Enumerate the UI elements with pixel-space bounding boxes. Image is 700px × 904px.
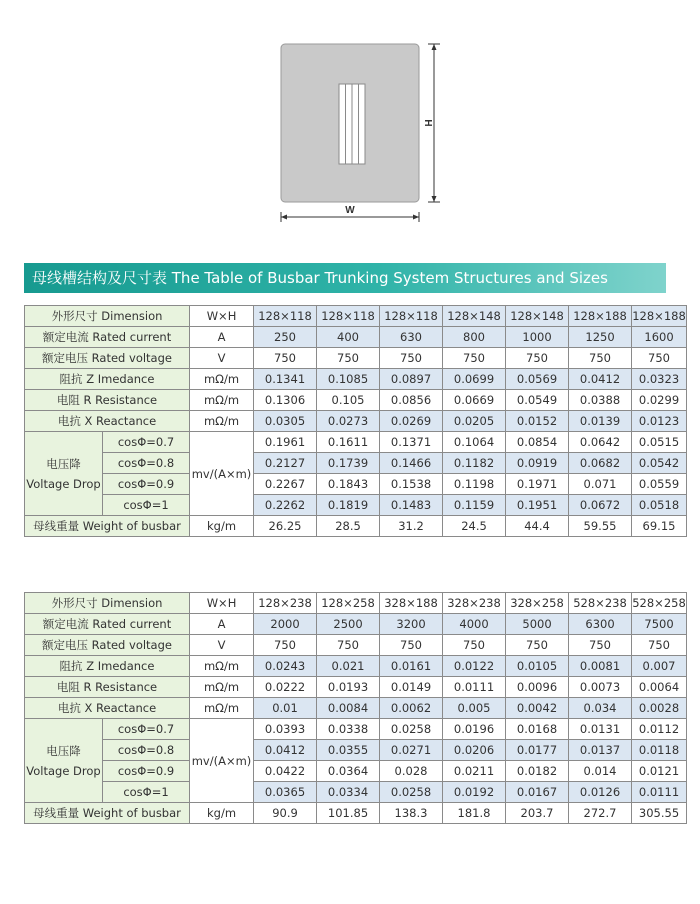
- unit-voltage: V: [190, 348, 254, 369]
- unit-resistance: mΩ/m: [190, 677, 254, 698]
- cell-current: 400: [317, 327, 380, 348]
- cell-cos-1: 0.0192: [443, 782, 506, 803]
- cell-cos-09: 0.1538: [380, 474, 443, 495]
- row-impedance: [25, 656, 687, 677]
- unit-voltage-drop: mv/(A×m): [190, 432, 254, 516]
- cell-resistance: 0.0222: [254, 677, 317, 698]
- cell-current: 3200: [380, 614, 443, 635]
- cell-dimension: 128×118: [317, 306, 380, 327]
- cell-current: 4000: [443, 614, 506, 635]
- cell-current: 5000: [506, 614, 569, 635]
- row-weight: [25, 803, 687, 824]
- cell-dimension: 128×148: [443, 306, 506, 327]
- cell-cos-1: 0.1159: [443, 495, 506, 516]
- unit-reactance: mΩ/m: [190, 698, 254, 719]
- cell-voltage: 750: [254, 635, 317, 656]
- cell-cos-07: 0.0168: [506, 719, 569, 740]
- cell-reactance: 0.0273: [317, 411, 380, 432]
- row-cos-08: [25, 740, 687, 761]
- cell-voltage: 750: [569, 635, 632, 656]
- spec-table-2: [24, 592, 687, 824]
- label-current: 额定电流 Rated current: [25, 327, 190, 348]
- cell-cos-1: 0.0111: [632, 782, 687, 803]
- cell-impedance: 0.0323: [632, 369, 687, 390]
- cell-weight: 24.5: [443, 516, 506, 537]
- cell-reactance: 0.005: [443, 698, 506, 719]
- cell-dimension: 328×238: [443, 593, 506, 614]
- cell-cos-08: 0.0271: [380, 740, 443, 761]
- cell-reactance: 0.0152: [506, 411, 569, 432]
- cell-cos-08: 0.0355: [317, 740, 380, 761]
- cell-cos-1: 0.0126: [569, 782, 632, 803]
- cell-impedance: 0.0161: [380, 656, 443, 677]
- cell-cos-08: 0.0206: [443, 740, 506, 761]
- label-resistance: 电阻 R Resistance: [25, 390, 190, 411]
- cell-cos-08: 0.1739: [317, 453, 380, 474]
- busbar-conductors: [339, 84, 365, 164]
- row-current: [25, 614, 687, 635]
- unit-current: A: [190, 327, 254, 348]
- cell-weight: 138.3: [380, 803, 443, 824]
- cell-cos-07: 0.0131: [569, 719, 632, 740]
- cell-cos-08: 0.0919: [506, 453, 569, 474]
- cell-impedance: 0.1341: [254, 369, 317, 390]
- cell-weight: 44.4: [506, 516, 569, 537]
- cell-reactance: 0.0042: [506, 698, 569, 719]
- cell-weight: 31.2: [380, 516, 443, 537]
- voltage-drop-cn: 电压降: [46, 456, 81, 471]
- label-cos-07: cosΦ=0.7: [103, 719, 190, 740]
- cell-reactance: 0.0062: [380, 698, 443, 719]
- cell-cos-08: 0.1182: [443, 453, 506, 474]
- row-voltage: [25, 635, 687, 656]
- cell-current: 250: [254, 327, 317, 348]
- cell-weight: 203.7: [506, 803, 569, 824]
- cell-current: 630: [380, 327, 443, 348]
- cell-cos-07: 0.0112: [632, 719, 687, 740]
- cell-reactance: 0.0084: [317, 698, 380, 719]
- label-resistance: 电阻 R Resistance: [25, 677, 190, 698]
- cell-impedance: 0.0699: [443, 369, 506, 390]
- cell-cos-09: 0.1843: [317, 474, 380, 495]
- cell-resistance: 0.0549: [506, 390, 569, 411]
- row-reactance: [25, 698, 687, 719]
- cell-current: 2000: [254, 614, 317, 635]
- cell-dimension: 528×258: [632, 593, 687, 614]
- row-cos-08: [25, 453, 687, 474]
- voltage-drop-en: Voltage Drop: [26, 763, 101, 778]
- cell-cos-07: 0.1371: [380, 432, 443, 453]
- cell-cos-07: 0.0196: [443, 719, 506, 740]
- cell-reactance: 0.0139: [569, 411, 632, 432]
- cell-impedance: 0.0122: [443, 656, 506, 677]
- cell-current: 2500: [317, 614, 380, 635]
- cell-dimension: 328×258: [506, 593, 569, 614]
- cell-reactance: 0.034: [569, 698, 632, 719]
- cell-resistance: 0.105: [317, 390, 380, 411]
- cell-resistance: 0.0388: [569, 390, 632, 411]
- cell-cos-08: 0.0177: [506, 740, 569, 761]
- row-dimension: [25, 306, 687, 327]
- cell-cos-08: 0.0412: [254, 740, 317, 761]
- cell-impedance: 0.1085: [317, 369, 380, 390]
- cell-cos-1: 0.0518: [632, 495, 687, 516]
- cell-cos-1: 0.0334: [317, 782, 380, 803]
- cell-cos-09: 0.2267: [254, 474, 317, 495]
- cell-cos-07: 0.0338: [317, 719, 380, 740]
- cell-reactance: 0.0305: [254, 411, 317, 432]
- cell-reactance: 0.0205: [443, 411, 506, 432]
- cell-voltage: 750: [380, 348, 443, 369]
- label-weight: 母线重量 Weight of busbar: [25, 803, 190, 824]
- cell-current: 6300: [569, 614, 632, 635]
- unit-weight: kg/m: [190, 803, 254, 824]
- unit-voltage: V: [190, 635, 254, 656]
- cell-voltage: 750: [506, 348, 569, 369]
- cell-cos-09: 0.0422: [254, 761, 317, 782]
- label-voltage: 额定电压 Rated voltage: [25, 635, 190, 656]
- cell-cos-08: 0.1466: [380, 453, 443, 474]
- cell-cos-1: 0.0167: [506, 782, 569, 803]
- cell-weight: 28.5: [317, 516, 380, 537]
- cell-impedance: 0.0081: [569, 656, 632, 677]
- cell-weight: 272.7: [569, 803, 632, 824]
- cell-cos-07: 0.0515: [632, 432, 687, 453]
- cell-cos-1: 0.1483: [380, 495, 443, 516]
- cell-voltage: 750: [632, 348, 687, 369]
- unit-reactance: mΩ/m: [190, 411, 254, 432]
- cell-reactance: 0.01: [254, 698, 317, 719]
- cell-dimension: 128×148: [506, 306, 569, 327]
- cell-voltage: 750: [443, 348, 506, 369]
- cell-dimension: 128×258: [317, 593, 380, 614]
- cell-cos-07: 0.0642: [569, 432, 632, 453]
- cell-impedance: 0.0897: [380, 369, 443, 390]
- cell-current: 1250: [569, 327, 632, 348]
- cell-voltage: 750: [443, 635, 506, 656]
- cell-reactance: 0.0123: [632, 411, 687, 432]
- unit-dimension: W×H: [190, 306, 254, 327]
- table-title-banner: 母线槽结构及尺寸表 The Table of Busbar Trunking System Structures and Sizes: [24, 263, 666, 293]
- row-reactance: [25, 411, 687, 432]
- unit-weight: kg/m: [190, 516, 254, 537]
- label-impedance: 阻抗 Z Imedance: [25, 656, 190, 677]
- label-reactance: 电抗 X Reactance: [25, 698, 190, 719]
- cell-voltage: 750: [569, 348, 632, 369]
- cell-cos-09: 0.0559: [632, 474, 687, 495]
- label-cos-09: cosΦ=0.9: [103, 761, 190, 782]
- cell-voltage: 750: [380, 635, 443, 656]
- cell-dimension: 128×188: [569, 306, 632, 327]
- cell-dimension: 328×188: [380, 593, 443, 614]
- cell-cos-1: 0.0672: [569, 495, 632, 516]
- cell-cos-1: 0.1951: [506, 495, 569, 516]
- cell-voltage: 750: [632, 635, 687, 656]
- cell-cos-07: 0.0854: [506, 432, 569, 453]
- row-impedance: [25, 369, 687, 390]
- cell-cos-09: 0.0121: [632, 761, 687, 782]
- label-dimension: 外形尺寸 Dimension: [25, 593, 190, 614]
- row-resistance: [25, 390, 687, 411]
- cell-cos-1: 0.0258: [380, 782, 443, 803]
- cell-voltage: 750: [254, 348, 317, 369]
- cell-resistance: 0.0669: [443, 390, 506, 411]
- label-voltage-drop: [25, 432, 103, 516]
- row-cos-07: [25, 432, 687, 453]
- cell-cos-09: 0.028: [380, 761, 443, 782]
- cell-current: 1600: [632, 327, 687, 348]
- cell-cos-07: 0.1611: [317, 432, 380, 453]
- cell-resistance: 0.0856: [380, 390, 443, 411]
- cell-cos-09: 0.0211: [443, 761, 506, 782]
- label-cos-08: cosΦ=0.8: [103, 453, 190, 474]
- cell-cos-08: 0.2127: [254, 453, 317, 474]
- cell-impedance: 0.021: [317, 656, 380, 677]
- voltage-drop-en: Voltage Drop: [26, 476, 101, 491]
- cell-weight: 59.55: [569, 516, 632, 537]
- label-impedance: 阻抗 Z Imedance: [25, 369, 190, 390]
- cell-resistance: 0.1306: [254, 390, 317, 411]
- label-cos-1: cosΦ=1: [103, 782, 190, 803]
- cell-impedance: 0.007: [632, 656, 687, 677]
- cell-cos-08: 0.0137: [569, 740, 632, 761]
- unit-impedance: mΩ/m: [190, 656, 254, 677]
- cell-dimension: 528×238: [569, 593, 632, 614]
- label-cos-08: cosΦ=0.8: [103, 740, 190, 761]
- label-voltage: 额定电压 Rated voltage: [25, 348, 190, 369]
- row-voltage: [25, 348, 687, 369]
- cell-cos-09: 0.0182: [506, 761, 569, 782]
- cell-dimension: 128×118: [254, 306, 317, 327]
- cell-cos-1: 0.2262: [254, 495, 317, 516]
- row-weight: [25, 516, 687, 537]
- cell-weight: 69.15: [632, 516, 687, 537]
- unit-current: A: [190, 614, 254, 635]
- cell-weight: 305.55: [632, 803, 687, 824]
- label-dimension: 外形尺寸 Dimension: [25, 306, 190, 327]
- unit-dimension: W×H: [190, 593, 254, 614]
- cross-section-diagram: [0, 0, 700, 230]
- row-cos-09: [25, 474, 687, 495]
- cell-cos-07: 0.0393: [254, 719, 317, 740]
- label-reactance: 电抗 X Reactance: [25, 411, 190, 432]
- row-cos-09: [25, 761, 687, 782]
- cell-cos-09: 0.1971: [506, 474, 569, 495]
- width-label: W: [345, 205, 355, 216]
- row-cos-1: [25, 495, 687, 516]
- cell-cos-07: 0.0258: [380, 719, 443, 740]
- cell-reactance: 0.0269: [380, 411, 443, 432]
- cell-cos-09: 0.014: [569, 761, 632, 782]
- row-dimension: [25, 593, 687, 614]
- cell-resistance: 0.0111: [443, 677, 506, 698]
- cell-cos-08: 0.0542: [632, 453, 687, 474]
- cell-current: 800: [443, 327, 506, 348]
- spec-table-1: [24, 305, 687, 537]
- cell-impedance: 0.0569: [506, 369, 569, 390]
- cell-dimension: 128×188: [632, 306, 687, 327]
- label-current: 额定电流 Rated current: [25, 614, 190, 635]
- cell-cos-08: 0.0118: [632, 740, 687, 761]
- unit-impedance: mΩ/m: [190, 369, 254, 390]
- cell-cos-08: 0.0682: [569, 453, 632, 474]
- row-current: [25, 327, 687, 348]
- cell-dimension: 128×118: [380, 306, 443, 327]
- row-cos-1: [25, 782, 687, 803]
- cell-voltage: 750: [317, 635, 380, 656]
- cell-impedance: 0.0412: [569, 369, 632, 390]
- voltage-drop-cn: 电压降: [46, 743, 81, 758]
- cell-resistance: 0.0193: [317, 677, 380, 698]
- label-cos-1: cosΦ=1: [103, 495, 190, 516]
- cell-reactance: 0.0028: [632, 698, 687, 719]
- cell-cos-09: 0.1198: [443, 474, 506, 495]
- cell-voltage: 750: [506, 635, 569, 656]
- cell-weight: 101.85: [317, 803, 380, 824]
- label-voltage-drop: [25, 719, 103, 803]
- cell-resistance: 0.0073: [569, 677, 632, 698]
- cell-resistance: 0.0064: [632, 677, 687, 698]
- cell-weight: 181.8: [443, 803, 506, 824]
- unit-resistance: mΩ/m: [190, 390, 254, 411]
- height-label: H: [422, 119, 433, 127]
- cell-cos-1: 0.1819: [317, 495, 380, 516]
- row-resistance: [25, 677, 687, 698]
- cell-dimension: 128×238: [254, 593, 317, 614]
- cell-weight: 90.9: [254, 803, 317, 824]
- unit-voltage-drop: mv/(A×m): [190, 719, 254, 803]
- cell-resistance: 0.0299: [632, 390, 687, 411]
- row-cos-07: [25, 719, 687, 740]
- label-cos-09: cosΦ=0.9: [103, 474, 190, 495]
- cell-cos-1: 0.0365: [254, 782, 317, 803]
- cell-weight: 26.25: [254, 516, 317, 537]
- cell-current: 1000: [506, 327, 569, 348]
- label-weight: 母线重量 Weight of busbar: [25, 516, 190, 537]
- cell-current: 7500: [632, 614, 687, 635]
- cell-cos-07: 0.1961: [254, 432, 317, 453]
- cell-cos-09: 0.071: [569, 474, 632, 495]
- cell-impedance: 0.0243: [254, 656, 317, 677]
- cell-cos-09: 0.0364: [317, 761, 380, 782]
- label-cos-07: cosΦ=0.7: [103, 432, 190, 453]
- cell-resistance: 0.0149: [380, 677, 443, 698]
- cell-voltage: 750: [317, 348, 380, 369]
- cell-resistance: 0.0096: [506, 677, 569, 698]
- cell-impedance: 0.0105: [506, 656, 569, 677]
- cell-cos-07: 0.1064: [443, 432, 506, 453]
